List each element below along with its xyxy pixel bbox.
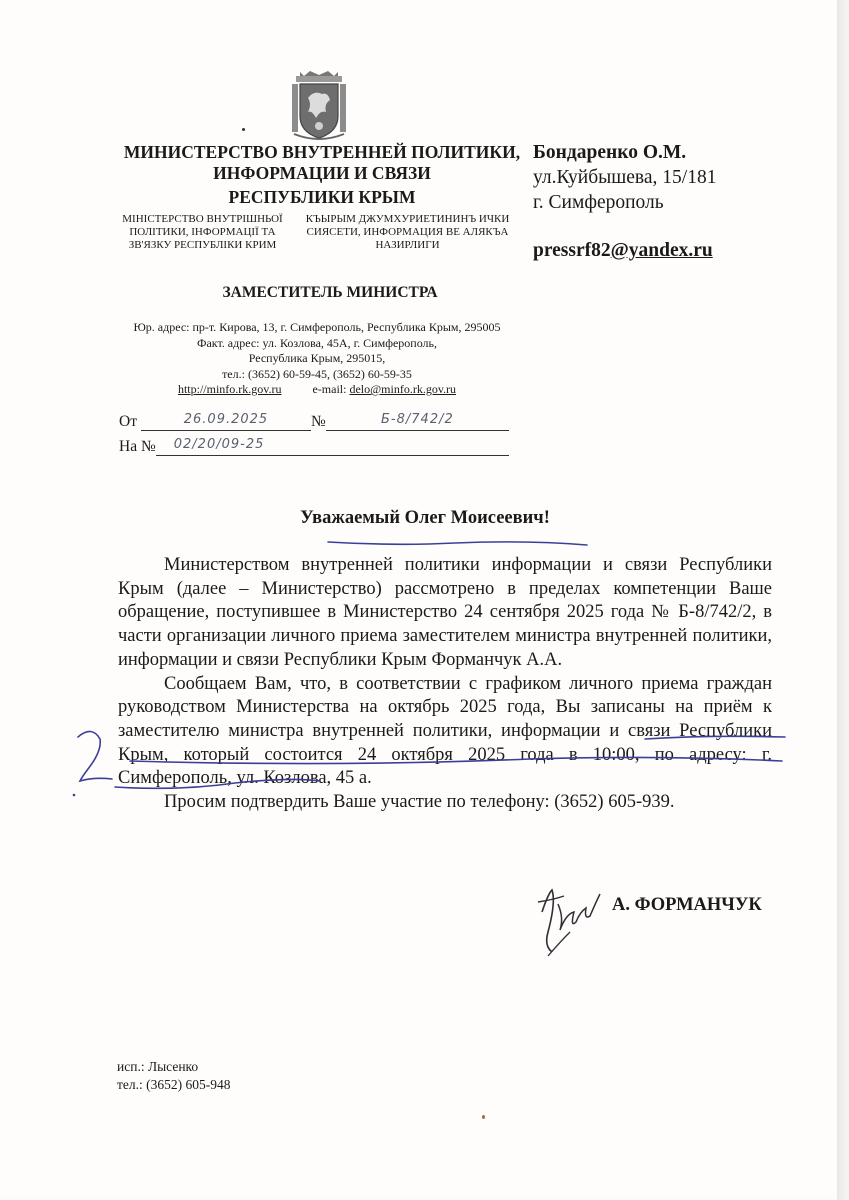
organization-name-line2: ИНФОРМАЦИИ И СВЯЗИ <box>213 163 431 183</box>
actual-address-line1: Факт. адрес: ул. Козлова, 45А, г. Симферополь, <box>196 335 438 350</box>
greeting: Уважаемый Олег Моисеевич! <box>300 508 550 528</box>
ink-dot <box>482 1115 485 1119</box>
number-field <box>326 410 509 431</box>
legal-address: Юр. адрес: пр-т. Кирова, 13, г. Симферополь, Республика Крым, 295005 <box>133 320 501 334</box>
ukrainian-line: ПОЛІТИКИ, ІНФОРМАЦІЇ ТА <box>129 226 276 238</box>
registration-number: Б-8/742/2 <box>381 412 454 427</box>
actual-address-line2: Республика Крым, 295015, <box>248 351 386 365</box>
organization-name <box>118 142 526 208</box>
reply-number: 02/20/09-25 <box>173 437 265 452</box>
ministry-email-link[interactable]: delo@minfo.rk.gov.ru <box>349 382 457 396</box>
recipient-email-user: pressrf82 <box>533 240 611 261</box>
organization-name-line3: РЕСПУБЛИКИ КРЫМ <box>228 187 416 207</box>
crimea-coat-of-arms-icon <box>290 68 348 142</box>
number-label: № <box>310 413 326 430</box>
executor-name: исп.: Лысенко <box>117 1059 199 1074</box>
from-label: От <box>119 413 137 430</box>
handwritten-signature-icon <box>530 872 610 962</box>
pen-annotations <box>60 715 800 805</box>
date-field <box>141 410 311 431</box>
crimean-tatar-line: КЪЫРЫМ ДЖУМХУРИЕТИНИНЪ ИЧКИ <box>305 213 510 225</box>
recipient-block <box>533 140 813 263</box>
ministry-phones: тел.: (3652) 60-59-45, (3652) 60-59-35 <box>222 366 412 381</box>
organization-name-crimean-tatar <box>300 213 515 252</box>
reply-label: На № <box>119 438 156 455</box>
greeting-pen-underline <box>325 532 595 550</box>
recipient-email <box>533 238 813 263</box>
ministry-contacts <box>108 382 526 398</box>
registration-date: 26.09.2025 <box>183 412 269 427</box>
organization-name-ukrainian <box>115 213 290 252</box>
crimean-tatar-line: НАЗИРЛИГИ <box>375 239 440 251</box>
crimean-tatar-line: СИЯСЕТИ, ИНФОРМАЦИЯ ВЕ АЛЯКЪА <box>306 226 509 238</box>
deputy-title: ЗАМЕСТИТЕЛЬ МИНИСТРА <box>222 284 438 301</box>
ink-dot <box>242 128 245 131</box>
email-label: e-mail: <box>312 382 350 396</box>
recipient-street: ул.Куйбышева, 15/181 <box>533 167 717 188</box>
executor-block <box>117 1058 231 1093</box>
body-paragraph-3: Просим подтвердить Ваше участие по телефону: (3652) 605-939. <box>164 792 675 813</box>
registration-block <box>119 410 509 456</box>
ministry-website-link[interactable]: http://minfo.rk.gov.ru <box>177 382 282 396</box>
recipient-city: г. Симферополь <box>533 192 664 213</box>
reply-field <box>156 435 509 456</box>
recipient-email-domain: @yandex.ru <box>610 240 713 261</box>
recipient-name: Бондаренко О.М. <box>533 142 687 163</box>
executor-phone: тел.: (3652) 605-948 <box>117 1076 231 1092</box>
ukrainian-line: МІНІСТЕРСТВО ВНУТРІШНЬОЇ <box>122 213 283 225</box>
organization-name-line1: МИНИСТЕРСТВО ВНУТРЕННЕЙ ПОЛИТИКИ, <box>123 142 521 162</box>
body-paragraph-1: Министерством внутренней политики информации и связи Республики Крым (далее – Министерство) рассмотрено в пределах компетенции Ваше обращение, поступившее в Министерство 24 сентября 2025 года № Б-8/742/2, в части организации личного приема заместителем министра внутренней политики, информации и связи Республики Крым Форманчук А.А. <box>118 555 772 670</box>
ministry-addresses <box>108 320 526 398</box>
body-paragraph-2: Сообщаем Вам, что, в соответствии с графиком личного приема граждан руководством Министерства на октябрь 2025 года, Вы записаны на приём к заместителю министра внутренней политики, информации и связи Республики Крым, который состоится 24 октября 2025 года в 10:00, по адресу: г. Симферополь, ул. Козлова, 45 а. <box>118 673 772 789</box>
signer-name: А. ФОРМАНЧУК <box>612 895 762 915</box>
ukrainian-line: ЗВ'ЯЗКУ РЕСПУБЛІКИ КРИМ <box>128 239 277 251</box>
page-edge-shadow <box>837 0 849 1200</box>
